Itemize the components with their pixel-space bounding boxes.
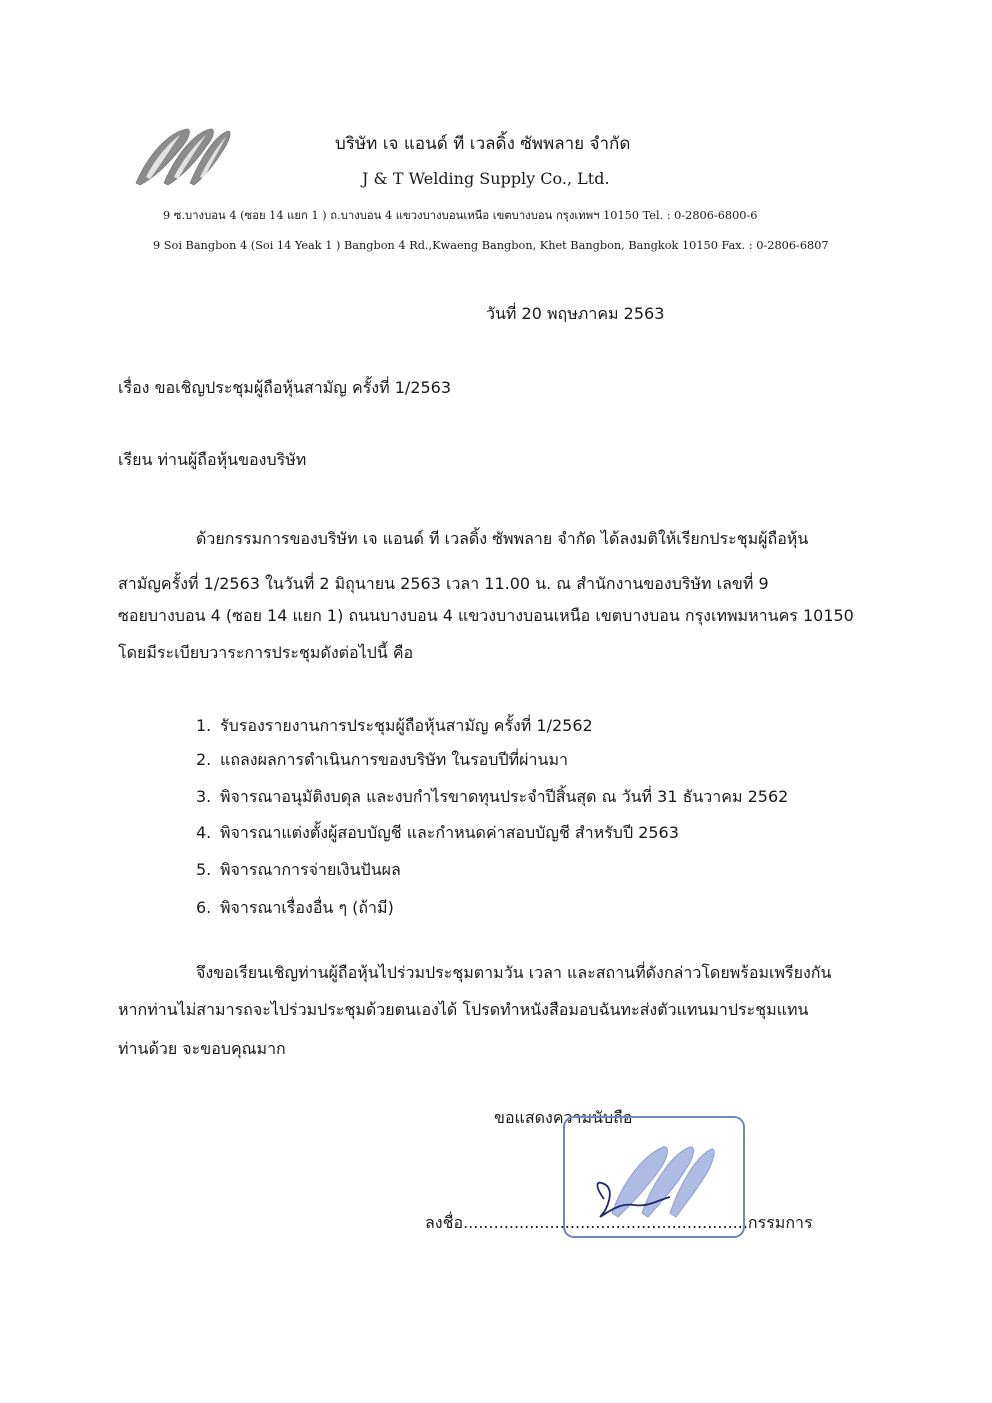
company-stamp-icon [560, 1113, 748, 1241]
agenda-text: รับรองรายงานการประชุมผู้ถือหุ้นสามัญ ครั้งที่ 1/2562 [220, 716, 593, 735]
paragraph-line-4: โดยมีระเบียบวาระการประชุมดังต่อไปนี้ คือ [118, 643, 414, 662]
agenda-item [196, 748, 568, 773]
agenda-number: 6. [196, 898, 212, 917]
agenda-item [196, 785, 788, 810]
agenda-number: 2. [196, 750, 212, 769]
company-logo-icon [128, 125, 232, 187]
company-name-thai: บริษัท เจ แอนด์ ที เวลดิ้ง ซัพพลาย จำกัด [335, 134, 631, 154]
agenda-item [196, 714, 593, 739]
agenda-text: พิจารณาการจ่ายเงินปันผล [220, 860, 401, 879]
agenda-text: แถลงผลการดำเนินการของบริษัท ในรอบปีที่ผ่านมา [220, 750, 568, 769]
address-thai: 9 ซ.บางบอน 4 (ซอย 14 แยก 1 ) ถ.บางบอน 4 แขวงบางบอนเหนือ เขตบางบอน กรุงเทพฯ 10150 Tel. : 0-2806-6800-6 [163, 209, 758, 222]
agenda-number: 5. [196, 860, 212, 879]
closing-line-1: จึงขอเรียนเชิญท่านผู้ถือหุ้นไปร่วมประชุมตามวัน เวลา และสถานที่ดังกล่าวโดยพร้อมเพรียงกัน [196, 963, 832, 982]
signature-line: ลงชื่อ........................................................กรรมการ [425, 1213, 813, 1232]
agenda-text: พิจารณาอนุมัติงบดุล และงบกำไรขาดทุนประจำปีสิ้นสุด ณ วันที่ 31 ธันวาคม 2562 [220, 787, 789, 806]
letter-greeting: เรียน ท่านผู้ถือหุ้นของบริษัท [118, 450, 307, 469]
closing-line-2: หากท่านไม่สามารถจะไปร่วมประชุมด้วยตนเองได้ โปรดทำหนังสือมอบฉันทะส่งตัวแทนมาประชุมแทน [118, 1000, 809, 1019]
agenda-text: พิจารณาเรื่องอื่น ๆ (ถ้ามี) [220, 898, 394, 917]
agenda-item [196, 858, 401, 883]
agenda-number: 4. [196, 823, 212, 842]
closing-line-3: ท่านด้วย จะขอบคุณมาก [118, 1039, 286, 1058]
agenda-text: พิจารณาแต่งตั้งผู้สอบบัญชี และกำหนดค่าสอบบัญชี สำหรับปี 2563 [220, 823, 679, 842]
agenda-item [196, 896, 394, 921]
paragraph-line-1: ด้วยกรรมการของบริษัท เจ แอนด์ ที เวลดิ้ง ซัพพลาย จำกัด ได้ลงมติให้เรียกประชุมผู้ถือหุ้น [196, 529, 809, 548]
letter-subject: เรื่อง ขอเชิญประชุมผู้ถือหุ้นสามัญ ครั้งที่ 1/2563 [118, 378, 452, 397]
agenda-number: 3. [196, 787, 212, 806]
address-english: 9 Soi Bangbon 4 (Soi 14 Yeak 1 ) Bangbon 4 Rd.,Kwaeng Bangbon, Khet Bangbon, Bangkok 10150 Fax. : 0-2806-6807 [153, 239, 829, 252]
agenda-number: 1. [196, 716, 212, 735]
paragraph-line-2: สามัญครั้งที่ 1/2563 ในวันที่ 2 มิถุนายน 2563 เวลา 11.00 น. ณ สำนักงานของบริษัท เลขที่ 9 [118, 574, 769, 593]
paragraph-line-3: ซอยบางบอน 4 (ซอย 14 แยก 1) ถนนบางบอน 4 แขวงบางบอนเหนือ เขตบางบอน กรุงเทพมหานคร 10150 [118, 606, 854, 625]
regards: ขอแสดงความนับถือ [494, 1108, 633, 1127]
agenda-item [196, 821, 679, 846]
letter-date: วันที่ 20 พฤษภาคม 2563 [486, 304, 665, 323]
company-name-english: J & T Welding Supply Co., Ltd. [362, 169, 610, 188]
